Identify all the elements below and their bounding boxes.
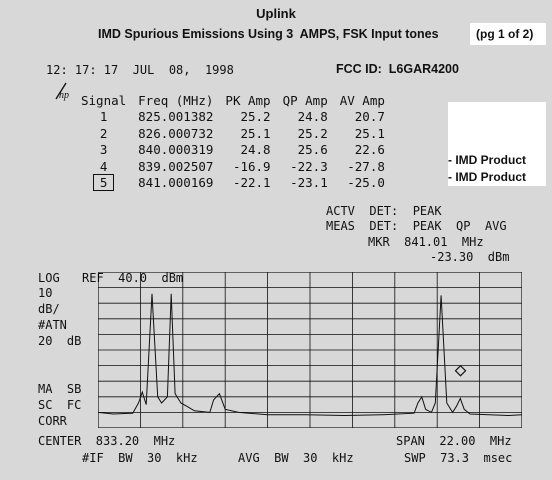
span: SPAN 22.00 MHz: [396, 434, 512, 448]
marker-freq: MKR 841.01 MHz: [368, 235, 484, 249]
scale-div-label: 10: [38, 286, 53, 300]
freq-cell: 839.002507: [138, 158, 214, 174]
center-freq: CENTER 833.20 MHz: [38, 434, 176, 448]
meas-det: MEAS DET: PEAK QP AVG: [326, 219, 507, 233]
signal-num: 2: [99, 125, 108, 141]
page-tag: (pg 1 of 2): [476, 27, 534, 41]
atn-value: 20 dB: [38, 334, 82, 348]
av-cell: -27.8: [347, 158, 385, 174]
signal-table: [75, 92, 391, 191]
qp-cell: 25.2: [297, 125, 328, 141]
if-bandwidth: #IF BW 30 kHz: [82, 451, 198, 465]
av-cell: 20.7: [354, 109, 385, 125]
pk-cell: 25.2: [240, 109, 271, 125]
col-header-pk: PK Amp: [225, 92, 271, 108]
fcc-id: FCC ID: L6GAR4200: [336, 62, 459, 76]
page-subtitle: IMD Spurious Emissions Using 3 AMPS, FSK Input tones: [98, 27, 439, 41]
marker-diamond-icon: [456, 366, 466, 376]
ref-level: REF 40.0 dBm: [82, 271, 184, 285]
col-header-signal: Signal: [81, 92, 127, 108]
freq-cell: 825.001382: [138, 109, 214, 125]
table-row: [75, 125, 391, 142]
freq-cell: 840.000319: [138, 142, 214, 158]
page-tag-box: [470, 23, 546, 45]
signal-num: 4: [99, 158, 108, 174]
table-row: [75, 158, 391, 175]
pk-cell: 25.1: [240, 125, 271, 141]
hp-logo-icon: [53, 81, 77, 101]
actv-det: ACTV DET: PEAK: [326, 204, 442, 218]
plot-gridlines: [98, 272, 522, 428]
signal-num: 3: [99, 142, 108, 158]
imd-note-row4: - IMD Product: [448, 153, 526, 167]
qp-cell: -22.3: [290, 158, 328, 174]
table-header-row: [75, 92, 391, 109]
av-cell: -25.0: [347, 175, 385, 191]
table-row: [75, 142, 391, 159]
atn-label: #ATN: [38, 318, 67, 332]
sc-fc-label: SC FC: [38, 398, 82, 412]
pk-cell: 24.8: [240, 142, 271, 158]
av-cell: 22.6: [354, 142, 385, 158]
svg-text:hp: hp: [59, 90, 70, 101]
signal-num: 1: [99, 109, 108, 125]
col-header-qp: QP Amp: [282, 92, 328, 108]
marker-level: -23.30 dBm: [430, 250, 510, 264]
page-title: Uplink: [256, 6, 296, 21]
pk-cell: -16.9: [232, 158, 271, 174]
freq-cell: 841.000169: [138, 175, 214, 191]
avg-bandwidth: AVG BW 30 kHz: [238, 451, 354, 465]
pk-cell: -22.1: [232, 175, 271, 191]
spectrum-plot: [98, 272, 522, 428]
timestamp: 12: 17: 17 JUL 08, 1998: [46, 63, 234, 77]
ma-sb-label: MA SB: [38, 382, 82, 396]
col-header-freq: Freq (MHz): [138, 92, 214, 108]
qp-cell: 24.8: [297, 109, 328, 125]
col-header-av: AV Amp: [339, 92, 385, 108]
table-row: [75, 109, 391, 126]
freq-cell: 826.000732: [138, 125, 214, 141]
av-cell: 25.1: [354, 125, 385, 141]
qp-cell: -23.1: [290, 175, 328, 191]
qp-cell: 25.6: [297, 142, 328, 158]
signal-num-selected: [75, 175, 132, 192]
log-label: LOG: [38, 271, 60, 285]
corr-label: CORR: [38, 414, 67, 428]
selected-signal-box: 5: [93, 174, 115, 191]
table-row: [75, 175, 391, 192]
marker-diamond: [456, 366, 466, 376]
imd-note-row5: - IMD Product: [448, 170, 526, 184]
sweep-time: SWP 73.3 msec: [404, 451, 513, 465]
db-per-label: dB/: [38, 302, 60, 316]
